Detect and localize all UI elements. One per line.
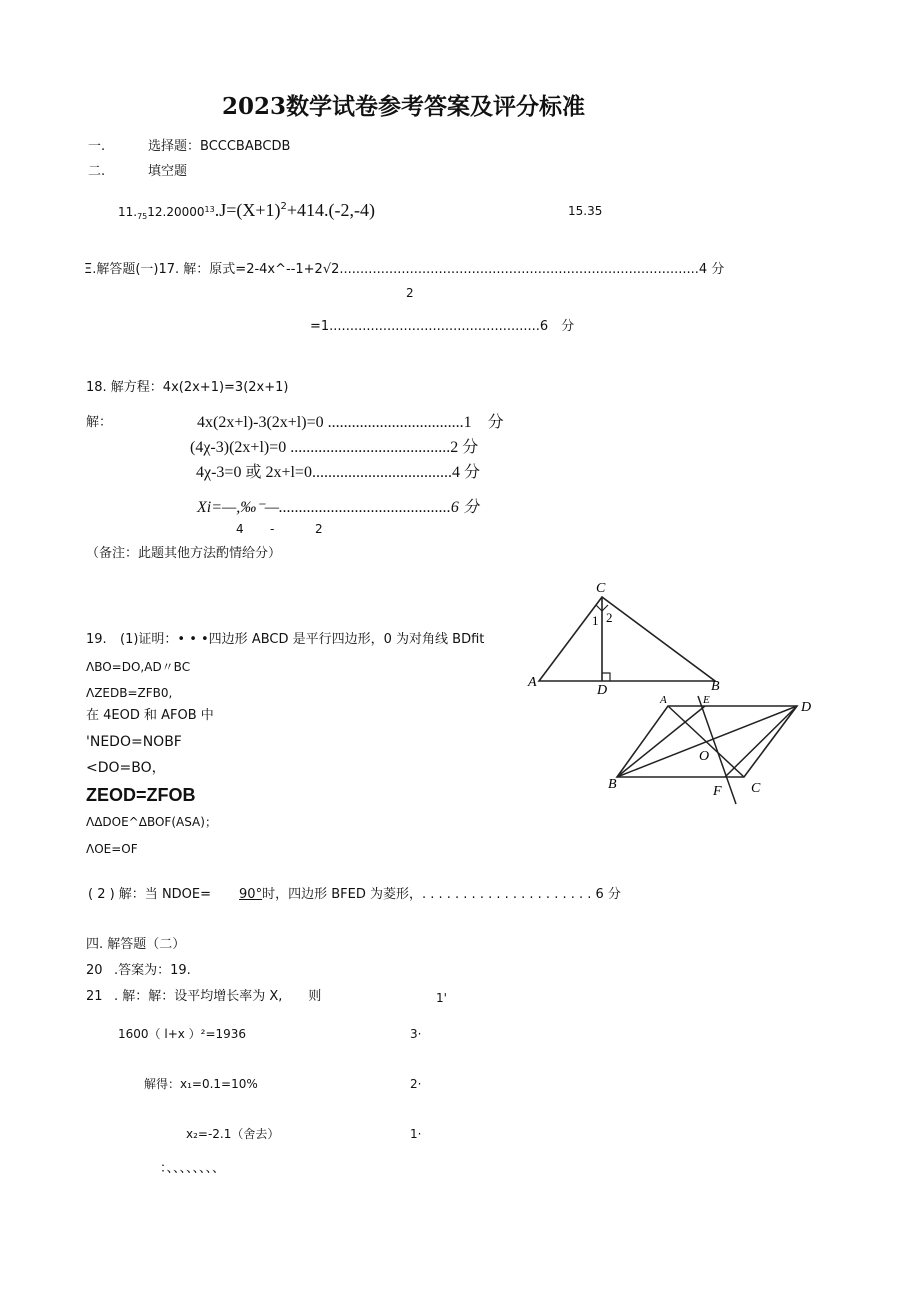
q19-line2: ΛBO=DO,AD〃BC	[86, 660, 191, 674]
label-b: B	[608, 777, 617, 792]
label-e: E	[703, 694, 710, 706]
fill-12-sup: 13	[204, 205, 215, 214]
q18-step1: 4x(2x+l)-3(2x+l)=0 ..................................1 分	[197, 414, 504, 431]
label-d: D	[801, 700, 812, 715]
label-d: D	[597, 683, 608, 694]
q21-mark3: 2·	[410, 1077, 422, 1091]
q19-part2-c: 时，四边形 BFED 为菱形，. . . . . . . . . . . . . . . . . . . . . 6 分	[262, 887, 621, 902]
q17-denominator: 2	[406, 286, 414, 300]
section1-choice-answers: 选择题：BCCCBABCDB	[148, 139, 291, 154]
section1-number: 一.	[88, 139, 106, 154]
triangle-abc	[539, 597, 715, 681]
fill-12: 12.20000	[147, 205, 205, 219]
q19-line7: ZEOD=ZFOB	[86, 785, 196, 805]
q20-number: 20	[86, 963, 103, 978]
fill-11: 11.	[118, 205, 138, 219]
label-o: O	[699, 749, 710, 764]
label-f: F	[713, 784, 722, 799]
page-title: 2023数学试卷参考答案及评分标准	[222, 93, 586, 120]
q21-trailing-dots: ：、、、、、、、、	[160, 1161, 226, 1176]
q21-mark2: 3·	[410, 1027, 422, 1041]
label-angle-2: 2	[606, 610, 613, 625]
q18-sub-b: -	[270, 522, 275, 536]
q19-part2-a: ( 2 ) 解：当 NDOE=	[88, 887, 212, 902]
q18-sub-c: 2	[315, 522, 323, 536]
label-c: C	[596, 581, 606, 596]
q18-title: 18. 解方程：4x(2x+1)=3(2x+1)	[86, 380, 289, 395]
q19-number: 19.	[86, 632, 107, 647]
q19-line9: ΛOE=OF	[86, 842, 138, 856]
fill-13-sup: 2	[280, 201, 287, 212]
right-triangle-figure	[520, 578, 730, 694]
fill-15: 15.35	[568, 204, 603, 218]
q18-step4: Xi=—,‰⁻—...........................................6 分	[197, 499, 479, 516]
q21-mark1: 1'	[436, 991, 447, 1005]
q19-line8: ΛΔDOE^ΔBOF(ASA)；	[86, 815, 217, 829]
q21-solution1: 解得：x₁=0.1=10%	[144, 1077, 258, 1091]
q18-note: （备注：此题其他方法酌情给分）	[86, 546, 282, 561]
q21-number: 21	[86, 989, 103, 1004]
parallelogram-figure	[605, 692, 827, 810]
section2-label: 填空题	[148, 164, 188, 179]
label-angle-1: 1	[592, 613, 599, 628]
q19-part2	[88, 887, 621, 903]
q18-step3: 4χ-3=0 或 2x+l=0...................................4 分	[196, 464, 480, 481]
q18-step2: (4χ-3)(2x+l)=0 ........................................2 分	[190, 439, 479, 456]
section4-label: 四. 解答题（二）	[86, 937, 186, 952]
label-b: B	[711, 679, 720, 694]
right-angle-mark-d	[602, 673, 610, 681]
q21-solution2: x₂=-2.1（舍去）	[186, 1127, 280, 1141]
fill-14: +414.(-2,-4)	[286, 200, 376, 220]
label-a: A	[528, 675, 537, 690]
fill-11-sub: 75	[137, 212, 148, 221]
q19-part2-angle: 90°	[239, 887, 263, 902]
segment-fd	[725, 706, 797, 777]
label-a: A	[660, 694, 667, 706]
q17-line1: Ξ.解答题(一)17. 解：原式=2-4x^--1+2√2.......................................................................................4 分	[84, 262, 725, 277]
q19-line1: (1)证明：• • •四边形 ABCD 是平行四边形，0 为对角线 BDfit	[120, 632, 485, 647]
fill-blank-answers	[118, 200, 375, 222]
q20-answer: .答案为：19.	[114, 963, 191, 978]
q21-intro: . 解：解：设平均增长率为 X, 则	[114, 989, 322, 1004]
q19-line6: <DO=BO，	[86, 760, 166, 776]
q18-jie: 解：	[86, 415, 113, 430]
q17-line2: =1...................................................6 分	[310, 319, 575, 334]
q19-line5: 'NEDO=NOBF	[86, 734, 182, 750]
q19-line4: 在 4EOD 和 AFOB 中	[86, 708, 214, 723]
q21-mark4: 1·	[410, 1127, 422, 1141]
label-c: C	[751, 781, 761, 796]
q21-equation: 1600（ l+x ）²=1936	[118, 1027, 247, 1041]
section2-number: 二.	[88, 164, 106, 179]
q18-sub-a: 4	[236, 522, 244, 536]
q19-line3: ΛZEDB=ZFB0,	[86, 686, 173, 700]
fill-13: .J=(X+1)	[214, 200, 281, 220]
